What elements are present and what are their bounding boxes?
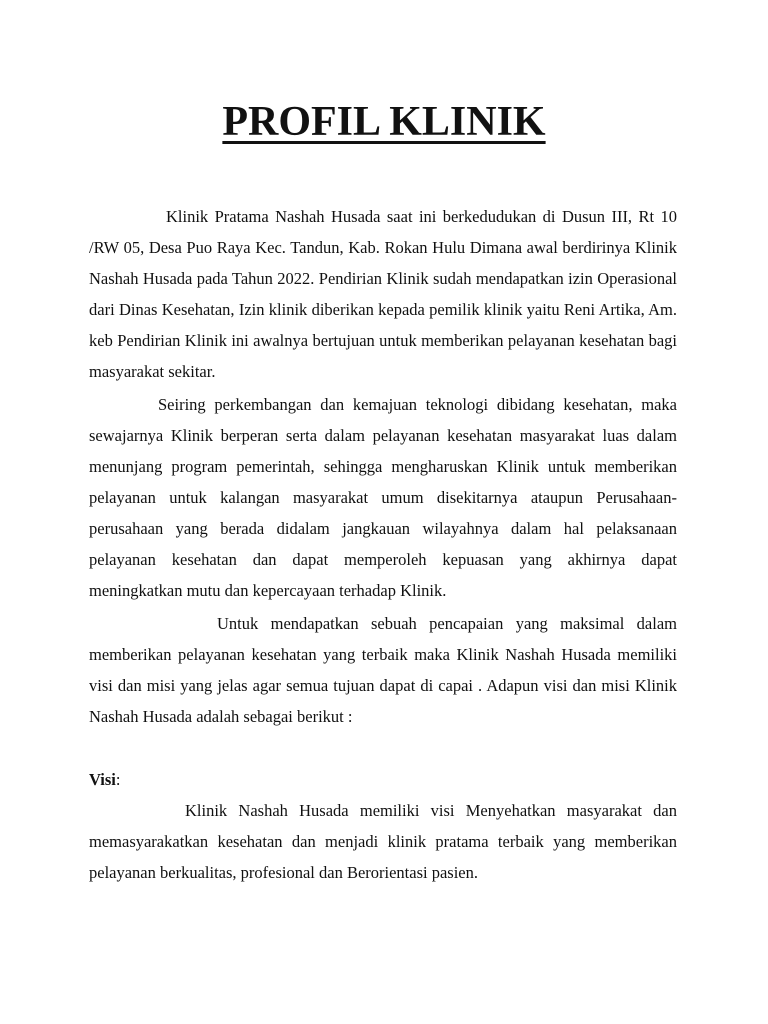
page-title-text: PROFIL KLINIK	[222, 99, 546, 145]
page-title	[0, 96, 768, 148]
paragraph-intro: Klinik Pratama Nashah Husada saat ini berkedudukan di Dusun III, Rt 10 /RW 05, Desa Puo Raya Kec. Tandun, Kab. Rokan Hulu Dimana awal berdirinya Klinik Nashah Husada pada Tahun 2022. Pendirian Klinik sudah mendapatkan izin Operasional dari Dinas Kesehatan, Izin klinik diberikan kepada pemilik klinik yaitu Reni Artika, Am. keb Pendirian Klinik ini awalnya bertujuan untuk memberikan pelayanan kesehatan bagi masyarakat sekitar.	[89, 207, 677, 381]
visi-heading	[89, 764, 121, 795]
paragraph-goal: Untuk mendapatkan sebuah pencapaian yang maksimal dalam memberikan pelayanan kesehatan yang terbaik maka Klinik Nashah Husada memiliki visi dan misi yang jelas agar semua tujuan dapat di capai . Adapun visi dan misi Klinik Nashah Husada adalah sebagai berikut :	[89, 614, 677, 726]
paragraph-development: Seiring perkembangan dan kemajuan teknologi dibidang kesehatan, maka sewajarnya Klinik berperan serta dalam pelayanan kesehatan masyarakat luas dalam menunjang program pemerintah, sehingga mengharuskan Klinik untuk memberikan pelayanan untuk kalangan masyarakat umum disekitarnya ataupun Perusahaan-perusahaan yang berada didalam jangkauan wilayahnya dalam hal pelaksanaan pelayanan kesehatan dan dapat memperoleh kepuasan yang akhirnya dapat meningkatkan mutu dan kepercayaan terhadap Klinik.	[89, 395, 677, 600]
visi-heading-label: Visi	[89, 770, 116, 789]
visi-text: Klinik Nashah Husada memiliki visi Menyehatkan masyarakat dan memasyarakatkan kesehatan dan menjadi klinik pratama terbaik yang memberikan pelayanan berkualitas, profesional dan Berorientasi pasien.	[89, 801, 677, 882]
visi-heading-colon: :	[115, 770, 121, 789]
